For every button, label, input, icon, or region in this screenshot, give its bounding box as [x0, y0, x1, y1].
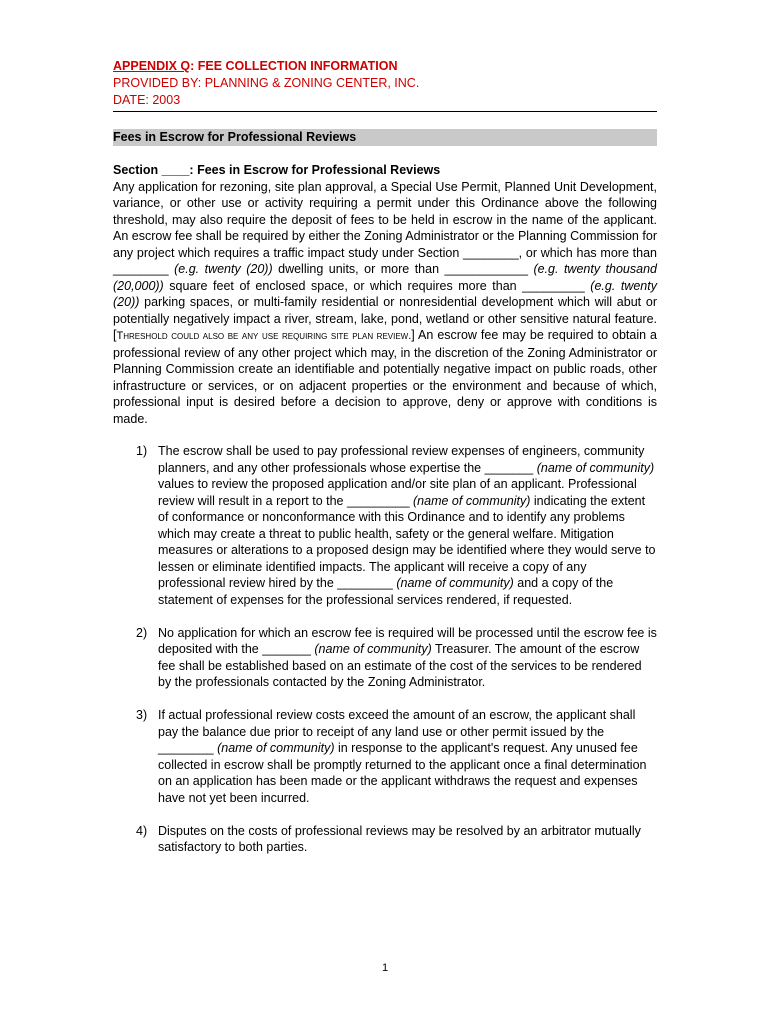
provided-by: PROVIDED BY: PLANNING & ZONING CENTER, INC. — [113, 76, 420, 90]
list-number: 1) — [136, 444, 148, 458]
para-text-3: square feet of enclosed space, or which requires more than _________ — [163, 278, 591, 293]
section-title: Section ____: Fees in Escrow for Professional Reviews — [113, 163, 441, 177]
para-text-2: dwelling units, or more than ____________ — [272, 262, 534, 276]
para-text-1: Any application for rezoning, site plan approval, a Special Use Permit, Planned Unit Development, variance, or other use or activity requiring a permit under this Ordinance above the following threshold, may also require the deposit of fees to be held in escrow in the name of the applicant. An escrow fee shall be required by either the Zoning Administrator or the Planning Commission for any project which requires a traffic impact study under Section ________, or which has more than ________ — [113, 179, 657, 276]
appendix-label: APPENDIX Q — [113, 59, 191, 73]
item-text: in response to the applicant's request. Any unused fee collected in escrow shall be promptly returned to the applicant once a final determination on an application has been made or the applicant withdraws the request and expenses have not yet been incurred. — [158, 741, 647, 805]
item-text: No application for which an escrow fee is required will be processed until the escrow fee is deposited with the _______ — [158, 625, 657, 656]
para-text-4: parking spaces, or multi-family residential or nonresidential development which will abut or potentially negatively impact a river, stream, lake, pond, wetland or other sensitive natural feature. [ — [113, 295, 657, 342]
list-item — [113, 823, 657, 856]
numbered-list — [113, 443, 657, 856]
item-placeholder: (name of community) — [413, 493, 531, 508]
list-item — [113, 443, 657, 608]
para-text-5: ] An escrow fee may be required to obtain a professional review of any other project which may, in the discretion of the Zoning Administrator or Planning Commission create an identifiable and potentially negative impact on public roads, other infrastructure or services, or on adjacent properties or the environment and because of which, professional input is desired before a decision to approve, deny or approve with conditions is made. — [113, 328, 657, 426]
para-example-2: (e.g. twenty thousand (20,000)) — [113, 262, 657, 293]
header-rule — [113, 111, 657, 112]
list-number: 3) — [136, 708, 148, 722]
section-heading-bar: Fees in Escrow for Professional Reviews — [113, 129, 657, 146]
item-placeholder: (name of community) — [314, 642, 432, 656]
document-header — [113, 58, 657, 109]
item-placeholder: (name of community) — [396, 576, 514, 590]
item-text: The escrow shall be used to pay professional review expenses of engineers, community planners, and any other professionals whose expertise the _______ — [158, 444, 645, 475]
document-page — [113, 58, 657, 872]
item-text: Disputes on the costs of professional reviews may be resolved by an arbitrator mutually satisfactory to both parties. — [158, 823, 641, 854]
item-text: and a copy of the statement of expenses for the professional services rendered, if requested. — [158, 576, 614, 607]
para-example-1: (e.g. twenty (20)) — [174, 262, 273, 276]
item-text: Treasurer. The amount of the escrow fee shall be established based on an estimate of the cost of the services to be rendered by the professionals contacted by the Zoning Administrator. — [158, 642, 642, 689]
para-example-3: (e.g. twenty (20)) — [113, 278, 657, 309]
section-intro-paragraph — [113, 179, 657, 428]
document-date: DATE: 2003 — [113, 93, 181, 107]
item-placeholder: (name of community) — [536, 460, 655, 475]
item-text: values to review the proposed application and/or site plan of an applicant. Professional review will result in a report to the _________ — [158, 477, 637, 508]
item-placeholder: (name of community) — [217, 741, 335, 755]
list-item — [113, 707, 657, 806]
item-text: indicating the extent of conformance or nonconformance with this Ordinance and to identify any problems which may create a threat to public health, safety or the general welfare. Mitigation measures or alterations to a proposed design may be identified where they would serve to lessen or eliminate identified impacts. The applicant will receive a copy of any professional review hired by the ________ — [158, 493, 656, 590]
para-threshold-note: Threshold could also be any use requiring site plan review. — [116, 330, 412, 342]
page-number: 1 — [381, 962, 389, 974]
item-text: If actual professional review costs exceed the amount of an escrow, the applicant shall pay the balance due prior to receipt of any land use or other permit issued by the ________ — [158, 708, 636, 755]
list-item — [113, 625, 657, 691]
appendix-title — [113, 58, 657, 75]
list-number: 4) — [136, 823, 148, 838]
appendix-title-text: : FEE COLLECTION INFORMATION — [190, 59, 398, 73]
list-number: 2) — [136, 625, 148, 640]
